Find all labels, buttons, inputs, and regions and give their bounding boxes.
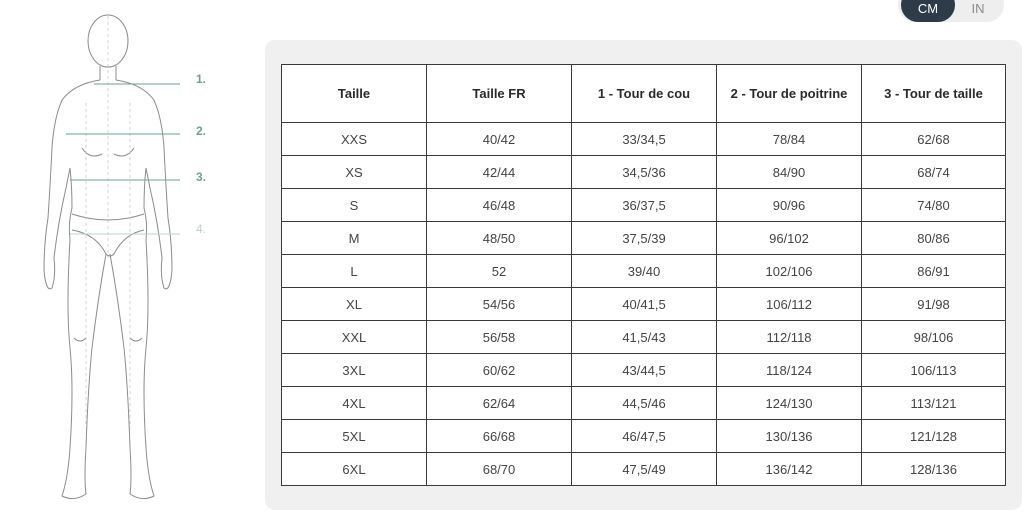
table-cell: 90/96	[717, 189, 862, 222]
table-body	[282, 123, 1006, 486]
table-cell: 5XL	[282, 420, 427, 453]
table-row	[282, 222, 1006, 255]
table-cell: 106/112	[717, 288, 862, 321]
table-cell: 37,5/39	[572, 222, 717, 255]
table-cell: 41,5/43	[572, 321, 717, 354]
table-row	[282, 321, 1006, 354]
marker-hips: 4.	[196, 222, 207, 236]
marker-chest: 2.	[196, 124, 207, 138]
table-cell: 46/48	[427, 189, 572, 222]
table-cell: 4XL	[282, 387, 427, 420]
table-cell: 128/136	[862, 453, 1006, 486]
table-cell: 78/84	[717, 123, 862, 156]
table-cell: 34,5/36	[572, 156, 717, 189]
table-cell: 56/58	[427, 321, 572, 354]
table-cell: 46/47,5	[572, 420, 717, 453]
table-cell: 96/102	[717, 222, 862, 255]
table-cell: XL	[282, 288, 427, 321]
table-cell: 74/80	[862, 189, 1006, 222]
table-cell: 44,5/46	[572, 387, 717, 420]
table-header-row	[282, 65, 1006, 123]
table-cell: 130/136	[717, 420, 862, 453]
table-cell: 6XL	[282, 453, 427, 486]
table-cell: 84/90	[717, 156, 862, 189]
marker-neck: 1.	[196, 72, 207, 86]
table-row	[282, 453, 1006, 486]
table-cell: 68/74	[862, 156, 1006, 189]
table-cell: 40/41,5	[572, 288, 717, 321]
table-cell: 40/42	[427, 123, 572, 156]
header-taille: Taille	[282, 65, 427, 123]
table-cell: 42/44	[427, 156, 572, 189]
table-cell: XS	[282, 156, 427, 189]
header-tour-de-cou: 1 - Tour de cou	[572, 65, 717, 123]
table-cell: 86/91	[862, 255, 1006, 288]
table-row	[282, 387, 1006, 420]
table-cell: 121/128	[862, 420, 1006, 453]
table-cell: S	[282, 189, 427, 222]
table-cell: 54/56	[427, 288, 572, 321]
marker-waist: 3.	[196, 170, 207, 184]
table-cell: 113/121	[862, 387, 1006, 420]
table-cell: 136/142	[717, 453, 862, 486]
table-cell: 52	[427, 255, 572, 288]
table-cell: XXL	[282, 321, 427, 354]
table-row	[282, 123, 1006, 156]
table-cell: 36/37,5	[572, 189, 717, 222]
header-tour-de-taille: 3 - Tour de taille	[862, 65, 1006, 123]
table-cell: 60/62	[427, 354, 572, 387]
table-cell: 47,5/49	[572, 453, 717, 486]
table-cell: 3XL	[282, 354, 427, 387]
table-cell: 98/106	[862, 321, 1006, 354]
table-cell: 102/106	[717, 255, 862, 288]
body-measurement-figure	[30, 8, 220, 506]
table-row	[282, 255, 1006, 288]
table-cell: 39/40	[572, 255, 717, 288]
table-cell: 62/68	[862, 123, 1006, 156]
header-taille-fr: Taille FR	[427, 65, 572, 123]
table-cell: 80/86	[862, 222, 1006, 255]
table-cell: M	[282, 222, 427, 255]
table-cell: XXS	[282, 123, 427, 156]
unit-in-button[interactable]: IN	[971, 1, 985, 16]
size-table	[281, 64, 1006, 486]
table-cell: L	[282, 255, 427, 288]
table-cell: 124/130	[717, 387, 862, 420]
header-tour-de-poitrine: 2 - Tour de poitrine	[717, 65, 862, 123]
table-cell: 43/44,5	[572, 354, 717, 387]
table-cell: 62/64	[427, 387, 572, 420]
table-row	[282, 288, 1006, 321]
table-cell: 68/70	[427, 453, 572, 486]
table-row	[282, 156, 1006, 189]
table-row	[282, 354, 1006, 387]
unit-toggle	[898, 0, 1004, 22]
table-row	[282, 189, 1006, 222]
body-silhouette-illustration	[30, 8, 180, 506]
table-cell: 106/113	[862, 354, 1006, 387]
table-row	[282, 420, 1006, 453]
table-cell: 48/50	[427, 222, 572, 255]
size-table-panel	[265, 40, 1022, 510]
table-cell: 66/68	[427, 420, 572, 453]
unit-cm-button[interactable]: CM	[901, 0, 955, 22]
table-cell: 33/34,5	[572, 123, 717, 156]
table-cell: 118/124	[717, 354, 862, 387]
table-cell: 112/118	[717, 321, 862, 354]
table-cell: 91/98	[862, 288, 1006, 321]
